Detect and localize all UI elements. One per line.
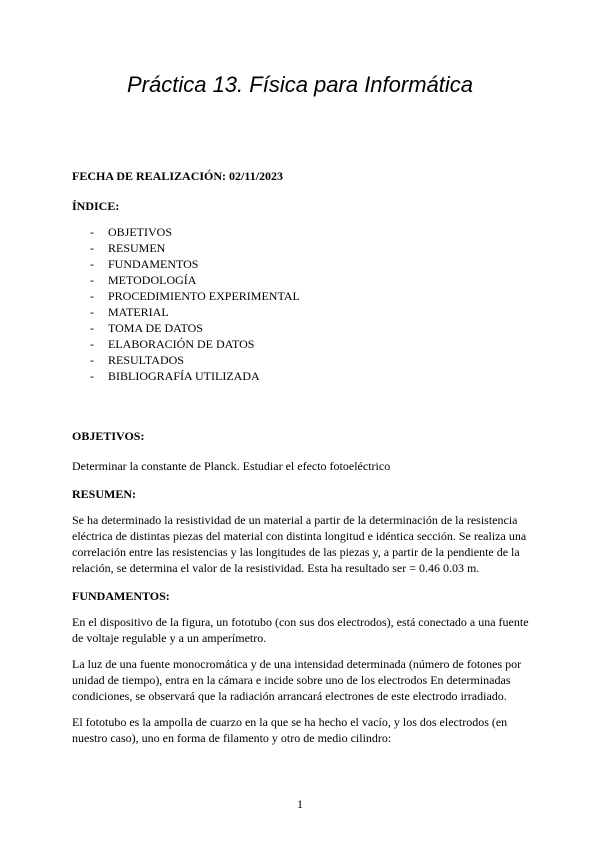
list-dash: -	[90, 225, 94, 239]
page-number: 1	[297, 797, 303, 811]
list-dash: -	[90, 305, 94, 319]
indice-item	[90, 272, 532, 288]
list-dash: -	[90, 321, 94, 335]
resumen-heading: RESUMEN:	[72, 487, 137, 501]
indice-item	[90, 368, 532, 384]
objetivos-heading: OBJETIVOS:	[72, 429, 145, 443]
fundamentos-paragraph-3: El fototubo es la ampolla de cuarzo en la que se ha hecho el vacío, y los dos electrodos (en nuestro caso), uno en forma de filamento y otro de medio cilindro:	[72, 715, 508, 745]
indice-item	[90, 240, 532, 256]
indice-item-label: BIBLIOGRAFÍA UTILIZADA	[108, 369, 260, 383]
indice-item-label: RESUMEN	[108, 241, 166, 255]
indice-item	[90, 304, 532, 320]
objetivos-text: Determinar la constante de Planck. Estudiar el efecto fotoeléctrico	[72, 459, 391, 473]
list-dash: -	[90, 289, 94, 303]
indice-list	[72, 224, 532, 384]
indice-item	[90, 320, 532, 336]
indice-item	[90, 336, 532, 352]
list-dash: -	[90, 353, 94, 367]
indice-item	[90, 288, 532, 304]
resumen-text: Se ha determinado la resistividad de un material a partir de la determinación de la resistencia eléctrica de distintas piezas del material con distinta longitud e idéntica sección. Se realiza una correlación entre las resistencias y las longitudes de las piezas y, a partir de la pendiente de la relación, se determina el valor de la resistividad. Esta ha resultado ser = 0.46 0.03 m.	[72, 513, 527, 575]
indice-item	[90, 352, 532, 368]
list-dash: -	[90, 273, 94, 287]
fecha-realizacion: FECHA DE REALIZACIÓN: 02/11/2023	[72, 169, 284, 183]
indice-item-label: METODOLOGÍA	[108, 273, 197, 287]
indice-item-label: OBJETIVOS	[108, 225, 173, 239]
indice-item	[90, 256, 532, 272]
fundamentos-heading: FUNDAMENTOS:	[72, 589, 170, 603]
indice-item-label: RESULTADOS	[108, 353, 184, 367]
indice-item-label: ELABORACIÓN DE DATOS	[108, 337, 255, 351]
document-title: Práctica 13. Física para Informática	[126, 72, 474, 97]
list-dash: -	[90, 241, 94, 255]
indice-item	[90, 224, 532, 240]
document-body	[72, 168, 532, 746]
list-dash: -	[90, 257, 94, 271]
indice-item-label: MATERIAL	[108, 305, 169, 319]
list-dash: -	[90, 337, 94, 351]
list-dash: -	[90, 369, 94, 383]
fundamentos-paragraph-1: En el dispositivo de la figura, un fototubo (con sus dos electrodos), está conectado a una fuente de voltaje regulable y a un amperímetro.	[72, 615, 529, 645]
indice-item-label: TOMA DE DATOS	[108, 321, 203, 335]
fundamentos-paragraph-2: La luz de una fuente monocromática y de una intensidad determinada (número de fotones por unidad de tiempo), entra en la cámara e incide sobre uno de los electrodos En determinadas condiciones, se observará que la radiación arrancará electrones de este electrodo irradiado.	[72, 657, 522, 703]
indice-heading: ÍNDICE:	[72, 199, 120, 213]
indice-item-label: FUNDAMENTOS	[108, 257, 199, 271]
indice-item-label: PROCEDIMIENTO EXPERIMENTAL	[108, 289, 300, 303]
